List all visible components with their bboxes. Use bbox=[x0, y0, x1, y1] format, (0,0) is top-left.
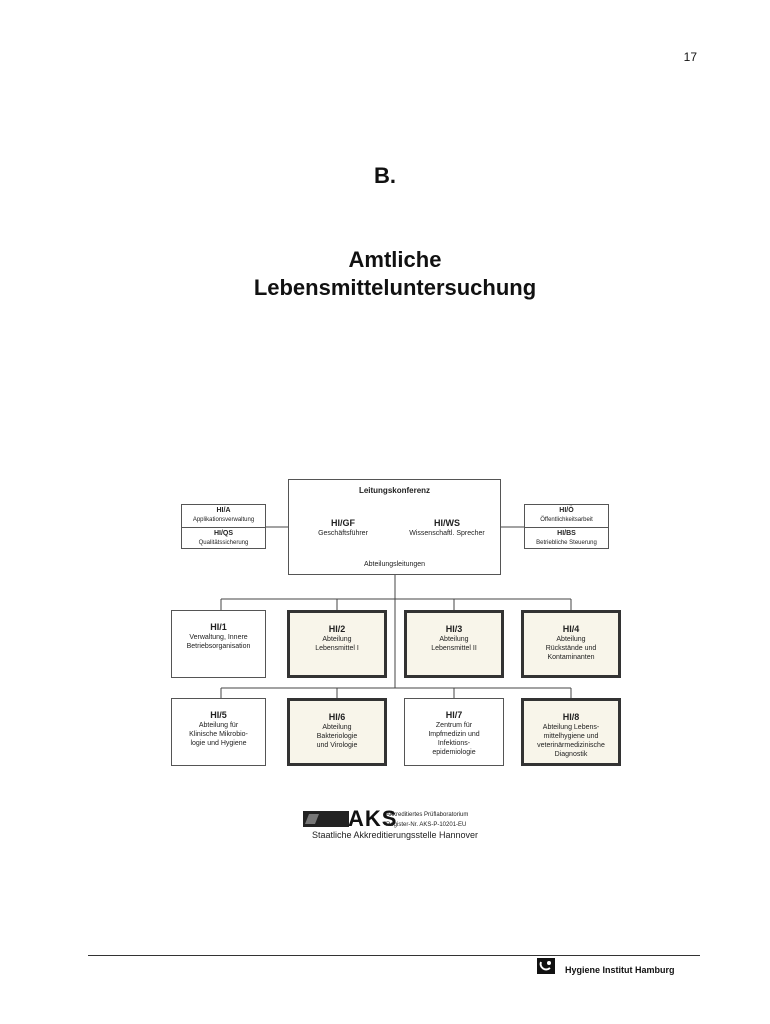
staff-hi-oe bbox=[525, 505, 608, 527]
leitungskonferenz-title: Leitungskonferenz bbox=[358, 486, 431, 495]
dept-box-hi-7 bbox=[404, 698, 504, 766]
dept-box-hi-2 bbox=[287, 610, 387, 678]
dept-desc-line: mittelhygiene und bbox=[543, 733, 599, 740]
dept-desc-line: Klinische Mikrobio- bbox=[189, 731, 248, 738]
dept-desc-line: Verwaltung, Innere bbox=[189, 634, 248, 641]
dept-desc-line: Bakteriologie bbox=[316, 733, 358, 740]
dept-code: HI/6 bbox=[328, 712, 346, 722]
dept-desc-line: und Virologie bbox=[316, 742, 358, 749]
staff-desc: Öffentlichkeitsarbeit bbox=[540, 517, 593, 523]
hygiene-institut-logo-icon bbox=[537, 958, 555, 974]
dept-desc-line: Infektions- bbox=[437, 740, 471, 747]
dept-box-hi-3 bbox=[404, 610, 504, 678]
dept-box-hi-1 bbox=[171, 610, 266, 678]
dept-desc-line: veterinärmedizinische bbox=[537, 742, 605, 749]
dept-desc bbox=[524, 723, 618, 759]
dept-desc-line: Diagnostik bbox=[554, 751, 588, 758]
staff-desc: Qualitätssicherung bbox=[198, 540, 249, 546]
leitungskonferenz-box bbox=[288, 479, 501, 575]
staff-code: HI/QS bbox=[213, 530, 234, 537]
dept-desc-line: Abteilung bbox=[439, 636, 469, 643]
dept-desc-line: Impfmedizin und bbox=[428, 731, 480, 738]
dept-box-hi-5 bbox=[171, 698, 266, 766]
dept-desc-line: logie und Hygiene bbox=[190, 740, 247, 747]
hi-ws-desc: Wissenschaftl. Sprecher bbox=[409, 530, 485, 537]
dept-desc-line: Abteilung bbox=[322, 724, 352, 731]
dept-desc bbox=[172, 633, 265, 651]
aks-logo: AKS bbox=[348, 806, 398, 831]
staff-hi-qs bbox=[182, 527, 265, 549]
hi-ws-code: HI/WS bbox=[434, 518, 460, 528]
dept-box-hi-8 bbox=[521, 698, 621, 766]
dept-desc bbox=[172, 721, 265, 748]
dept-desc-line: epidemiologie bbox=[432, 749, 476, 756]
dept-desc bbox=[290, 723, 384, 750]
dept-code: HI/7 bbox=[445, 710, 463, 720]
dept-desc-line: Zentrum für bbox=[435, 722, 473, 729]
staff-desc: Applikationsverwaltung bbox=[192, 517, 255, 523]
dept-desc-line: Abteilung bbox=[556, 636, 586, 643]
eu-flag-icon bbox=[303, 811, 349, 827]
footer-institution: Hygiene Institut Hamburg bbox=[565, 965, 675, 975]
aks-line-1: Akkreditiertes Prüflaboratorium bbox=[386, 812, 469, 818]
staff-code: HI/A bbox=[216, 507, 231, 514]
title-line-1: Amtliche bbox=[348, 247, 442, 272]
title-line-2: Lebensmitteluntersuchung bbox=[253, 275, 537, 300]
dept-code: HI/3 bbox=[445, 624, 463, 634]
dept-desc-line: Abteilung bbox=[322, 636, 352, 643]
dept-desc bbox=[524, 635, 618, 662]
section-letter: B. bbox=[374, 163, 396, 188]
hi-gf-code: HI/GF bbox=[331, 518, 355, 528]
staff-code: HI/Ö bbox=[559, 507, 574, 514]
dept-desc bbox=[290, 635, 384, 653]
aks-details bbox=[386, 810, 468, 830]
dept-desc bbox=[407, 635, 501, 653]
dept-desc-line: Rückstände und bbox=[545, 645, 597, 652]
dept-code: HI/4 bbox=[562, 624, 580, 634]
hi-gf bbox=[293, 518, 393, 538]
dept-code: HI/5 bbox=[210, 710, 227, 720]
staff-box-right bbox=[524, 504, 609, 549]
aks-line-2: Register-Nr. AKS-P-10201-EU bbox=[386, 822, 467, 828]
dept-desc bbox=[405, 721, 503, 757]
dept-code: HI/2 bbox=[328, 624, 346, 634]
staff-hi-a bbox=[182, 505, 265, 527]
dept-desc-line: Lebensmittel II bbox=[431, 645, 477, 652]
hi-ws bbox=[397, 518, 497, 538]
page-number: 17 bbox=[683, 50, 697, 64]
dept-box-hi-6 bbox=[287, 698, 387, 766]
dept-code: HI/8 bbox=[562, 712, 580, 722]
staff-box-left bbox=[181, 504, 266, 549]
hi-gf-desc: Geschäftsführer bbox=[318, 530, 368, 537]
dept-box-hi-4 bbox=[521, 610, 621, 678]
dept-desc-line: Betriebsorganisation bbox=[186, 643, 251, 650]
dept-desc-line: Abteilung Lebens- bbox=[542, 724, 600, 731]
dept-desc-line: Abteilung für bbox=[198, 722, 239, 729]
staff-desc: Betriebliche Steuerung bbox=[536, 540, 597, 546]
dept-desc-line: Lebensmittel I bbox=[315, 645, 359, 652]
dept-code: HI/1 bbox=[210, 622, 227, 632]
abteilungsleitungen-label: Abteilungsleitungen bbox=[363, 561, 426, 568]
aks-caption: Staatliche Akkreditierungsstelle Hannover bbox=[311, 830, 479, 840]
staff-hi-bs bbox=[525, 527, 608, 549]
staff-code: HI/BS bbox=[557, 530, 576, 537]
dept-desc-line: Kontaminanten bbox=[547, 654, 595, 661]
footer-divider bbox=[88, 955, 700, 956]
